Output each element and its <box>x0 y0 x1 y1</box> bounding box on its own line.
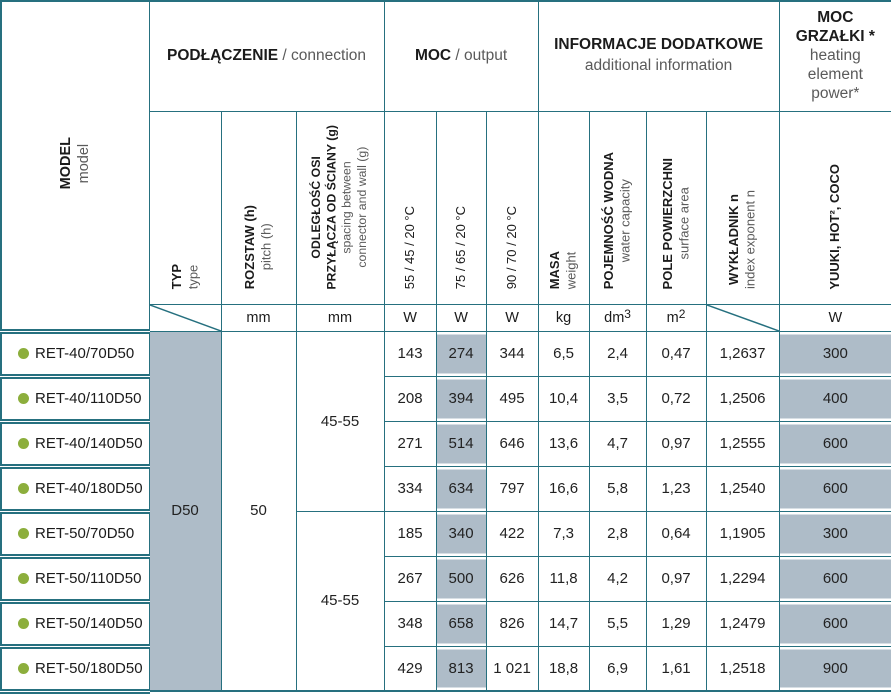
cell-exponent: 1,2637 <box>706 331 779 376</box>
cell-p90: 797 <box>486 466 538 511</box>
cell-area: 0,72 <box>646 376 706 421</box>
unit-t90: W <box>486 304 538 331</box>
bullet-icon <box>18 528 29 539</box>
cell-p75: 340 <box>436 511 486 556</box>
cell-heater-power: 600 <box>779 601 891 646</box>
cell-p90: 1 021 <box>486 646 538 691</box>
capacity-en: water capacity <box>617 179 633 263</box>
column-header-index-exponent <box>706 111 779 304</box>
cell-p55: 267 <box>384 556 436 601</box>
cell-p90: 646 <box>486 421 538 466</box>
cell-mass: 13,6 <box>538 421 589 466</box>
connection-pl: PODŁĄCZENIE <box>167 47 279 65</box>
cell-area: 0,64 <box>646 511 706 556</box>
cell-p75: 658 <box>436 601 486 646</box>
output-en: / output <box>455 47 508 65</box>
bullet-icon <box>18 438 29 449</box>
cell-capacity: 6,9 <box>589 646 646 691</box>
diagonal-strike-icon <box>150 305 221 331</box>
spacing-pl-line2: PRZYŁĄCZA OD ŚCIANY (g) <box>324 124 339 290</box>
typ-merged-cell: D50 <box>149 331 221 691</box>
cell-exponent: 1,2294 <box>706 556 779 601</box>
heater-models-label: YUUKI, HOT², COCO <box>827 163 843 290</box>
model-label: RET-40/180D50 <box>35 480 143 497</box>
cell-mass: 6,5 <box>538 331 589 376</box>
cell-heater-power: 600 <box>779 466 891 511</box>
cell-capacity: 4,7 <box>589 421 646 466</box>
model-cell <box>1 376 149 421</box>
cell-p55: 429 <box>384 646 436 691</box>
unit-t75: W <box>436 304 486 331</box>
unit-area-base: m <box>666 309 679 326</box>
table-row <box>1 466 891 511</box>
model-header-rotated-text <box>57 137 93 189</box>
cell-exponent: 1,2479 <box>706 601 779 646</box>
unit-mass: kg <box>538 304 589 331</box>
group-header-output <box>384 1 538 111</box>
cell-exponent: 1,2506 <box>706 376 779 421</box>
bullet-icon <box>18 573 29 584</box>
t55-label: 55 / 45 / 20 °C <box>401 206 417 290</box>
unit-capacity-sup: 3 <box>624 306 631 321</box>
cell-p90: 422 <box>486 511 538 556</box>
cell-area: 1,23 <box>646 466 706 511</box>
model-label: RET-50/110D50 <box>35 570 142 587</box>
bullet-icon <box>18 483 29 494</box>
column-header-output-75-65-20 <box>436 111 486 304</box>
capacity-pl: POJEMNOŚĆ WODNA <box>601 152 617 290</box>
connection-en: / connection <box>282 47 367 65</box>
column-header-surface-area <box>646 111 706 304</box>
heating-en-line3: power* <box>811 84 860 102</box>
model-label: RET-50/70D50 <box>35 525 135 542</box>
table-row <box>1 376 891 421</box>
exponent-en: index exponent n <box>742 190 758 290</box>
mass-en: weight <box>563 251 579 290</box>
heating-en-line1: heating <box>809 46 861 64</box>
cell-p55: 185 <box>384 511 436 556</box>
spacing-merged-cell-ret50: 45-55 <box>296 511 384 691</box>
cell-p90: 626 <box>486 556 538 601</box>
model-label: RET-50/140D50 <box>35 615 143 632</box>
cell-p75: 813 <box>436 646 486 691</box>
spacing-pl-line1: ODLEGŁOŚĆ OSI <box>309 155 324 259</box>
cell-p90: 344 <box>486 331 538 376</box>
typ-pl: TYP <box>168 264 184 290</box>
heating-pl-line1: MOC <box>817 8 854 26</box>
cell-p75: 394 <box>436 376 486 421</box>
cell-mass: 18,8 <box>538 646 589 691</box>
cell-capacity: 2,8 <box>589 511 646 556</box>
cell-exponent: 1,2540 <box>706 466 779 511</box>
cell-p90: 495 <box>486 376 538 421</box>
area-en: surface area <box>676 187 692 260</box>
cell-p75: 274 <box>436 331 486 376</box>
column-header-heater-models <box>779 111 891 304</box>
typ-en: type <box>185 264 200 290</box>
table-row <box>1 646 891 691</box>
model-label: RET-40/110D50 <box>35 390 142 407</box>
spacing-en-line1: spacing between <box>340 161 355 254</box>
mass-pl: MASA <box>547 251 563 290</box>
cell-p90: 826 <box>486 601 538 646</box>
exponent-pl: WYKŁADNIK n <box>726 194 742 286</box>
model-cell <box>1 556 149 601</box>
group-header-heating-element-power <box>779 1 891 111</box>
cell-exponent: 1,2555 <box>706 421 779 466</box>
cell-heater-power: 600 <box>779 556 891 601</box>
cell-area: 0,97 <box>646 556 706 601</box>
model-cell <box>1 331 149 376</box>
cell-area: 1,29 <box>646 601 706 646</box>
cell-capacity: 3,5 <box>589 376 646 421</box>
cell-mass: 7,3 <box>538 511 589 556</box>
cell-p55: 143 <box>384 331 436 376</box>
unit-area <box>646 304 706 331</box>
cell-mass: 10,4 <box>538 376 589 421</box>
pitch-merged-cell: 50 <box>221 331 296 691</box>
cell-capacity: 5,8 <box>589 466 646 511</box>
unit-pitch: mm <box>221 304 296 331</box>
model-header-en: model <box>76 143 93 183</box>
unit-cell-exponent-empty <box>706 304 779 331</box>
model-cell <box>1 511 149 556</box>
model-cell <box>1 466 149 511</box>
group-header-row <box>1 1 891 111</box>
cell-p55: 271 <box>384 421 436 466</box>
bullet-icon <box>18 348 29 359</box>
cell-p75: 514 <box>436 421 486 466</box>
unit-cell-typ-empty <box>149 304 221 331</box>
cell-capacity: 5,5 <box>589 601 646 646</box>
cell-p75: 500 <box>436 556 486 601</box>
column-header-water-capacity <box>589 111 646 304</box>
unit-area-sup: 2 <box>678 306 686 321</box>
model-label: RET-40/70D50 <box>35 345 135 362</box>
table-row <box>1 511 891 556</box>
cell-p55: 208 <box>384 376 436 421</box>
heating-pl-line2: GRZAŁKI * <box>795 27 875 45</box>
table-row <box>1 331 891 376</box>
column-header-output-90-70-20 <box>486 111 538 304</box>
cell-mass: 11,8 <box>538 556 589 601</box>
t90-label: 90 / 70 / 20 °C <box>503 206 519 290</box>
bullet-icon <box>18 618 29 629</box>
column-header-typ <box>149 111 221 304</box>
group-header-additional-info <box>538 1 779 111</box>
cell-heater-power: 600 <box>779 421 891 466</box>
column-header-output-55-45-20 <box>384 111 436 304</box>
column-header-mass <box>538 111 589 304</box>
area-pl: POLE POWIERZCHNI <box>659 158 675 290</box>
heating-en-line2: element <box>807 65 863 83</box>
model-label: RET-50/180D50 <box>35 660 143 677</box>
cell-heater-power: 900 <box>779 646 891 691</box>
unit-capacity <box>589 304 646 331</box>
cell-exponent: 1,1905 <box>706 511 779 556</box>
column-header-pitch <box>221 111 296 304</box>
additional-pl: INFORMACJE DODATKOWE <box>554 36 764 54</box>
unit-heater: W <box>779 304 891 331</box>
cell-area: 0,47 <box>646 331 706 376</box>
additional-en: additional information <box>584 57 733 75</box>
cell-p55: 348 <box>384 601 436 646</box>
cell-p55: 334 <box>384 466 436 511</box>
cell-area: 1,61 <box>646 646 706 691</box>
cell-capacity: 4,2 <box>589 556 646 601</box>
output-pl: MOC <box>414 47 452 65</box>
cell-heater-power: 400 <box>779 376 891 421</box>
bullet-icon <box>18 393 29 404</box>
unit-spacing: mm <box>296 304 384 331</box>
model-label: RET-40/140D50 <box>35 435 143 452</box>
cell-area: 0,97 <box>646 421 706 466</box>
model-cell <box>1 601 149 646</box>
pitch-pl: ROZSTAW (h) <box>242 205 258 290</box>
cell-p75: 634 <box>436 466 486 511</box>
cell-heater-power: 300 <box>779 331 891 376</box>
cell-mass: 14,7 <box>538 601 589 646</box>
cell-heater-power: 300 <box>779 511 891 556</box>
cell-exponent: 1,2518 <box>706 646 779 691</box>
model-cell <box>1 421 149 466</box>
model-cell <box>1 646 149 691</box>
cell-capacity: 2,4 <box>589 331 646 376</box>
table-row <box>1 601 891 646</box>
cell-mass: 16,6 <box>538 466 589 511</box>
column-header-model <box>1 1 149 331</box>
table-row <box>1 556 891 601</box>
table-row <box>1 421 891 466</box>
unit-capacity-base: dm <box>604 309 625 326</box>
bullet-icon <box>18 663 29 674</box>
unit-t55: W <box>384 304 436 331</box>
spacing-merged-cell-ret40: 45-55 <box>296 331 384 511</box>
pitch-en: pitch (h) <box>258 223 274 271</box>
t75-label: 75 / 65 / 20 °C <box>452 206 468 290</box>
spacing-en-line2: connector and wall (g) <box>355 146 370 268</box>
group-header-connection <box>149 1 384 111</box>
model-header-pl: MODEL <box>58 136 75 189</box>
column-header-spacing <box>296 111 384 304</box>
diagonal-strike-icon <box>707 305 779 331</box>
